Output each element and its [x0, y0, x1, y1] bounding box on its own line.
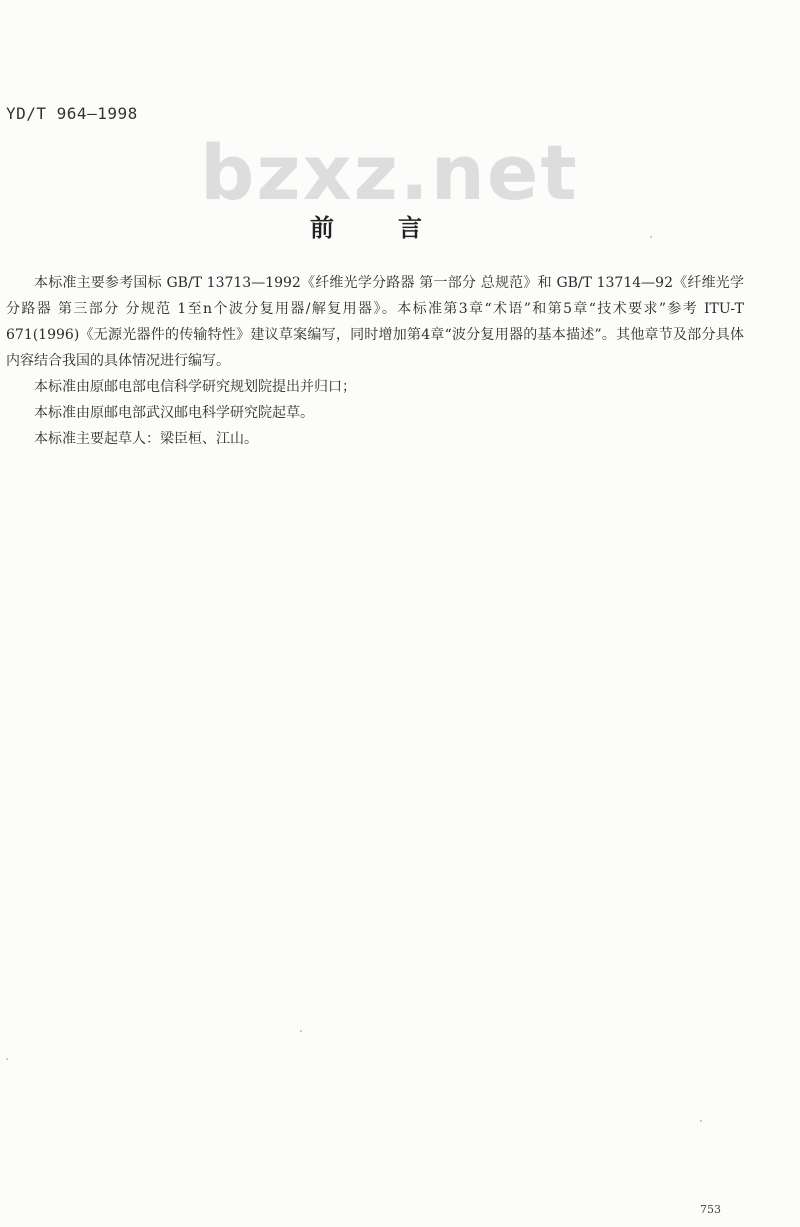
title-char-1: 前	[310, 213, 334, 242]
scan-speck	[300, 1030, 302, 1032]
scan-speck	[650, 236, 652, 238]
foreword-body	[6, 270, 744, 452]
scan-speck	[6, 1058, 8, 1060]
paragraph-drafters: 本标准主要起草人：梁臣桓、江山。	[34, 431, 258, 447]
page-number: 753	[700, 1203, 721, 1216]
watermark: bzxz.net	[200, 128, 579, 217]
paragraph-drafter-org: 本标准由原邮电部武汉邮电科学研究院起草。	[34, 405, 314, 421]
page-title	[310, 208, 422, 243]
title-char-2: 言	[398, 213, 422, 242]
paragraph-proposer: 本标准由原邮电部电信科学研究规划院提出并归口；	[34, 379, 356, 395]
scan-speck	[700, 1120, 702, 1122]
paragraph-references: 本标准主要参考国标 GB/T 13713—1992《纤维光学分路器 第一部分 总规范》和 GB/T 13714—92《纤维光学分路器 第三部分 分规范 1至n个波分复用器/解复用器》。本标准第3章“术语”和第5章“技术要求”参考 ITU-T 671(1996)《无源光器件的传输特性》建议草案编写，同时增加第4章“波分复用器的基本描述”。其他章节及部分具体内容结合我国的具体情况进行编写。	[6, 275, 744, 369]
standard-code: YD/T 964—1998	[6, 104, 138, 123]
